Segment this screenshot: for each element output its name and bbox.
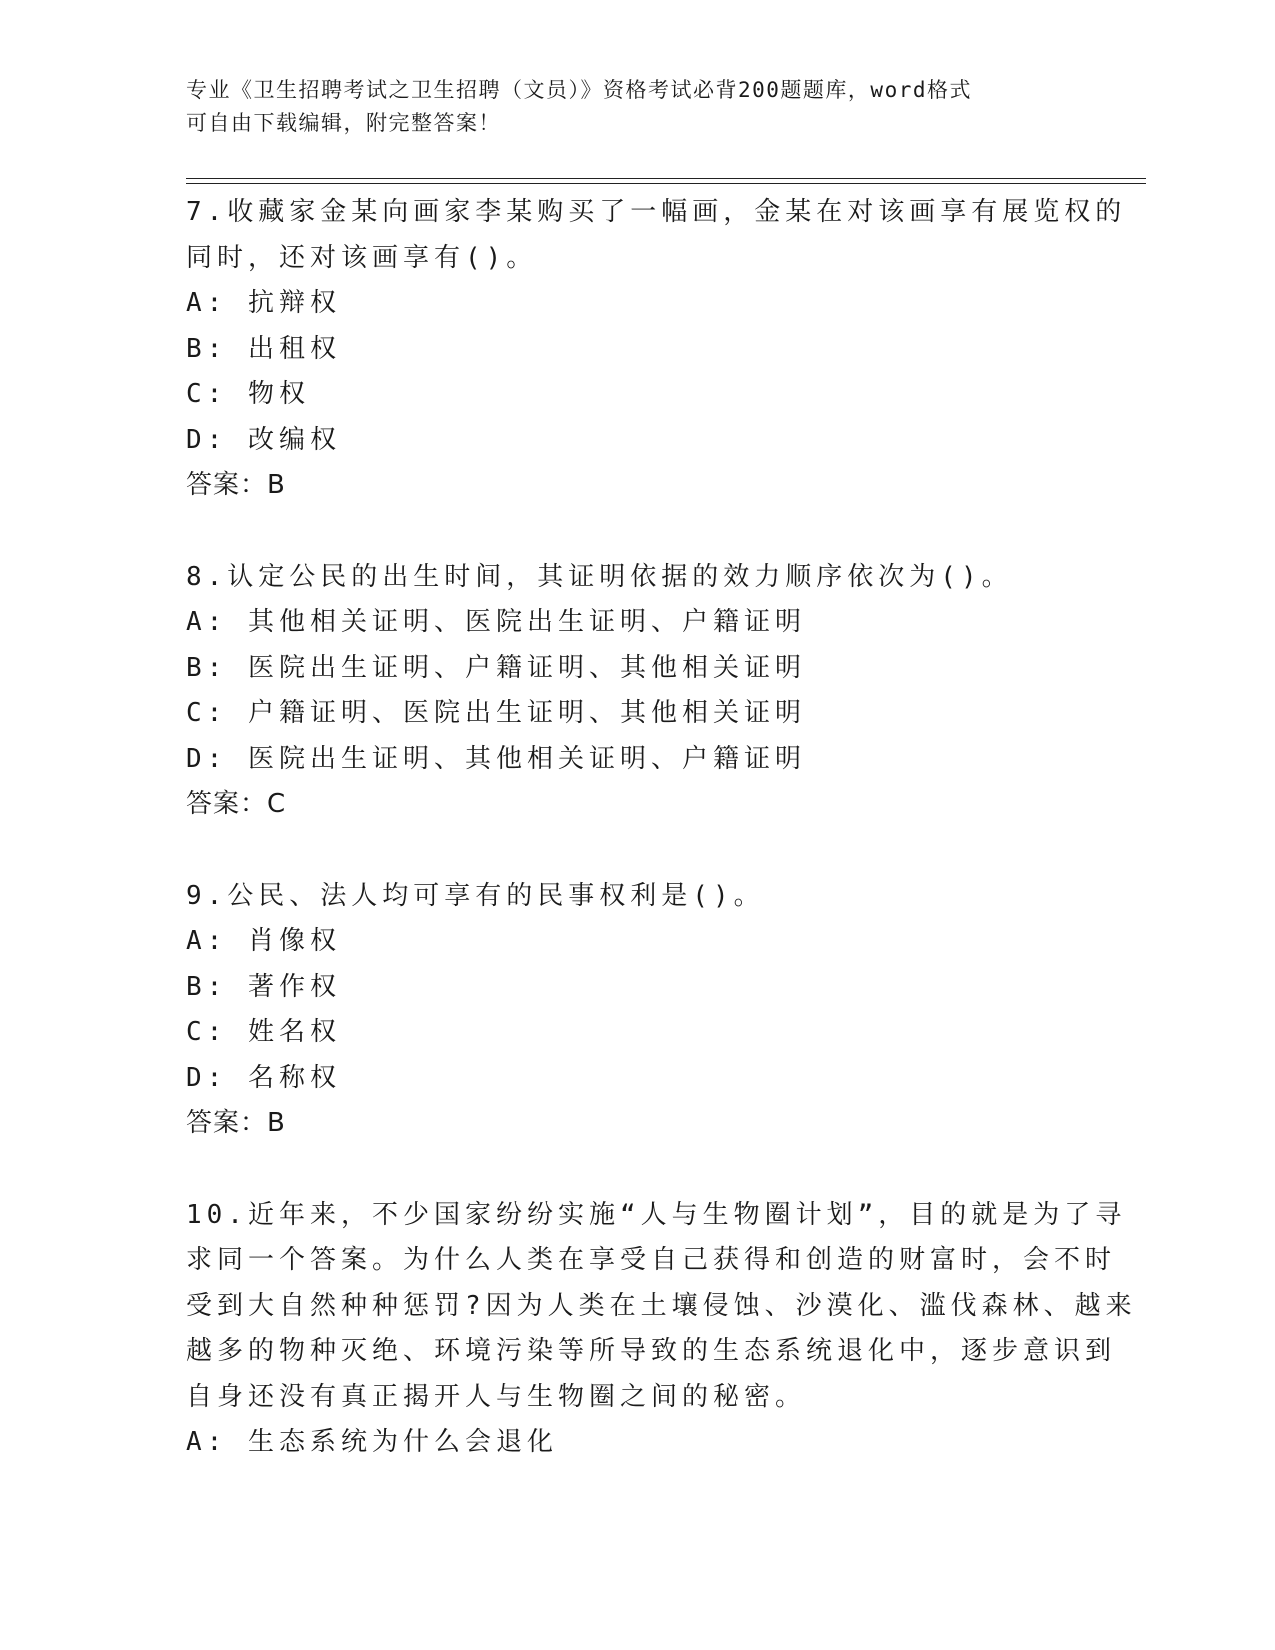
option-a: A: 肖像权 bbox=[186, 926, 341, 956]
option-d: D: 名称权 bbox=[186, 1062, 341, 1093]
stem-line: 自身还没有真正揭开人与生物圈之间的秘密。 bbox=[186, 1381, 807, 1412]
stem-line: 越多的物种灭绝、环境污染等所导致的生态系统退化中，逐步意识到 bbox=[186, 1336, 1117, 1366]
answer-line: 答案：B bbox=[186, 470, 286, 500]
stem-line: 受到大自然种种惩罚?因为人类在土壤侵蚀、沙漠化、滥伐森林、越来 bbox=[186, 1290, 1137, 1321]
answer-line: 答案：B bbox=[186, 1108, 286, 1138]
option-a: A: 抗辩权 bbox=[186, 288, 341, 318]
answer-line: 答案：C bbox=[186, 789, 287, 819]
question-stem bbox=[186, 555, 1086, 601]
stem-line: 求同一个答案。为什么人类在享受自己获得和创造的财富时，会不时 bbox=[186, 1245, 1117, 1275]
header-line: 可自由下载编辑，附完整答案！ bbox=[186, 111, 501, 135]
option-b: B: 医院出生证明、户籍证明、其他相关证明 bbox=[186, 652, 806, 683]
stem-line: 同时，还对该画享有()。 bbox=[186, 242, 538, 273]
option-b: B: 著作权 bbox=[186, 971, 341, 1002]
header-divider-thin bbox=[186, 183, 1146, 184]
question-item bbox=[186, 1193, 1137, 1466]
header-divider-thick bbox=[186, 178, 1146, 179]
option-c: C: 姓名权 bbox=[186, 1017, 341, 1047]
header-line: 专业《卫生招聘考试之卫生招聘（文员）》资格考试必背200题题库，word格式 bbox=[186, 78, 972, 102]
option-d: D: 医院出生证明、其他相关证明、户籍证明 bbox=[186, 743, 806, 774]
question-list bbox=[186, 190, 1137, 1512]
question-item bbox=[186, 874, 1086, 1147]
option-a: A: 其他相关证明、医院出生证明、户籍证明 bbox=[186, 607, 806, 637]
question-stem bbox=[186, 190, 1127, 281]
option-b: B: 出租权 bbox=[186, 333, 341, 364]
option-c: C: 物权 bbox=[186, 379, 310, 409]
stem-line: 8.认定公民的出生时间，其证明依据的效力顺序依次为()。 bbox=[186, 561, 1013, 592]
question-item bbox=[186, 190, 1127, 509]
option-a: A: 生态系统为什么会退化 bbox=[186, 1427, 558, 1457]
stem-line: 10.近年来，不少国家纷纷实施“人与生物圈计划”，目的就是为了寻 bbox=[186, 1199, 1127, 1230]
stem-line: 7.收藏家金某向画家李某购买了一幅画，金某在对该画享有展览权的 bbox=[186, 197, 1127, 227]
question-stem bbox=[186, 874, 1086, 920]
document-header bbox=[186, 74, 1066, 140]
question-stem bbox=[186, 1193, 1137, 1421]
question-item bbox=[186, 555, 1086, 828]
stem-line: 9.公民、法人均可享有的民事权利是()。 bbox=[186, 880, 765, 911]
option-c: C: 户籍证明、医院出生证明、其他相关证明 bbox=[186, 698, 806, 728]
option-d: D: 改编权 bbox=[186, 424, 341, 455]
